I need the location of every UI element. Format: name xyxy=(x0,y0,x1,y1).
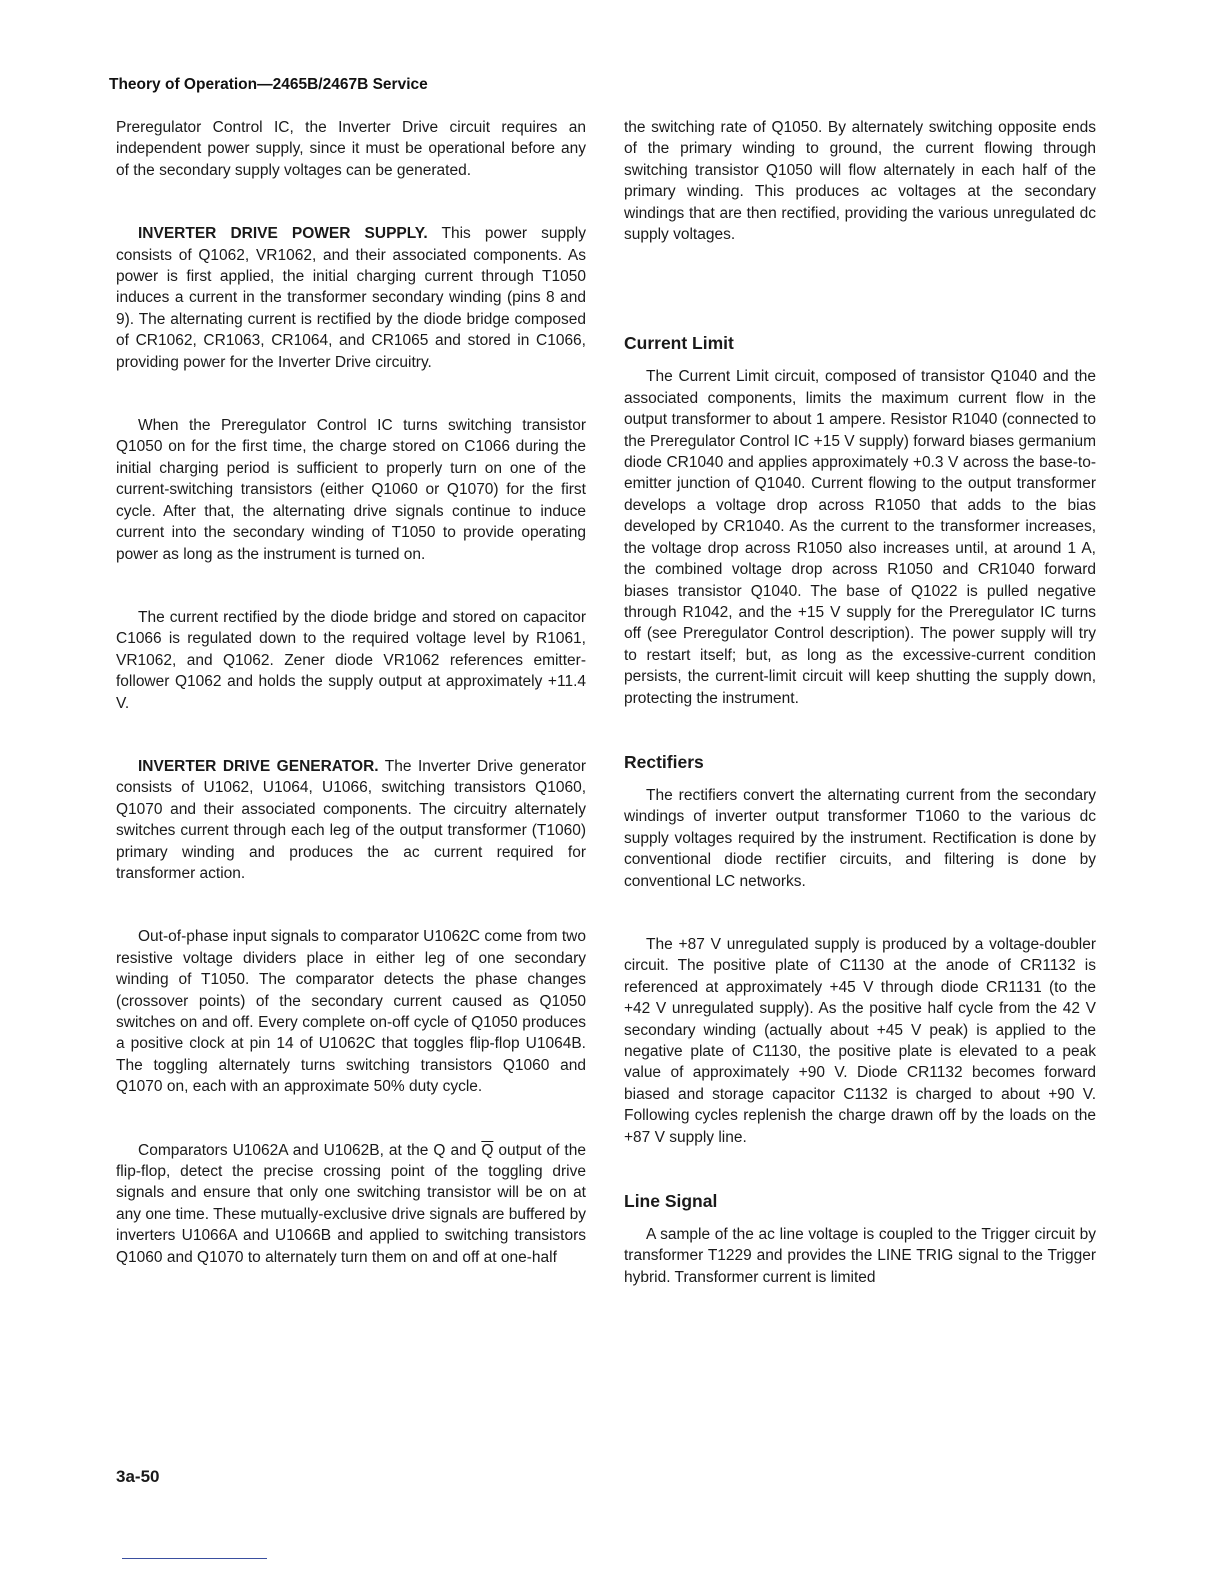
paragraph-comparator: Out-of-phase input signals to comparator U1062C come from two resistive voltage dividers place in either leg of one secondary winding of T1050. The comparator detects the phase changes (crossover points) of the secondary current caused as Q1050 switches on and off. Every complete on-off cycle of Q1050 produces a positive clock at pin 14 of U1062C that toggles flip-flop U1064B. The toggling alternately turns switching transistors Q1060 and Q1070 on, each with an approximate 50% duty cycle. xyxy=(116,928,586,1096)
paragraph-line-signal: A sample of the ac line voltage is coupled to the Trigger circuit by transformer T1229 and provides the LINE TRIG signal to the Trigger hybrid. Transformer current is limited xyxy=(624,1226,1096,1286)
paragraph-rectifiers: The rectifiers convert the alternating current from the secondary windings of inverter output transformer T1060 to the various dc supply voltages required by the instrument. Rectification is done by conventional diode rectifier circuits, and filtering is done by conventional LC networks. xyxy=(624,786,1096,890)
q-bar-symbol: $\overline{Q}$ xyxy=(481,1141,494,1159)
comparators-text-before: Comparators U1062A and U1062B, at the Q and xyxy=(138,1141,482,1159)
paragraph-inverter-drive-generator xyxy=(116,756,586,884)
paragraph-comparators-flip-flop xyxy=(116,1140,586,1268)
left-column xyxy=(116,117,586,1268)
comparators-text-after: output of the flip-flop, detect the precise crossing point of the toggling drive signals and ensure that only one switching transistor will be on at any one time. These mutually-exclusive drive signals are buffered by inverters U1066A and U1066B and applied to switching transistors Q1060 and Q1070 to alternately turn them on and off at one-half xyxy=(116,1141,586,1266)
page-header-title: Theory of Operation—2465B/2467B Service xyxy=(109,76,428,93)
heading-line-signal: Line Signal xyxy=(624,1191,718,1212)
heading-rectifiers: Rectifiers xyxy=(624,751,704,772)
inverter-drive-generator-lead: INVERTER DRIVE GENERATOR. xyxy=(138,757,379,775)
paragraph-current-limit: The Current Limit circuit, composed of transistor Q1040 and the associated components, limits the maximum current flow in the output transformer to about 1 ampere. Resistor R1040 (connected to the Preregulator Control IC +15 V supply) forward biases germanium diode CR1040 and applies approximately +0.3 V across the base-to-emitter junction of Q1040. Current flowing to the output transformer develops a voltage drop across R1050 that adds to the bias developed by CR1040. As the current to the transformer increases, the voltage drop across R1050 also increases until, at around 1 A, the combined voltage drop across R1050 and CR1040 forward biases transistor Q1040. The base of Q1022 is pulled negative through R1042, and the +15 V supply for the Preregulator IC turns off (see Preregulator Control description). The power supply will try to restart itself; but, as long as the excessive-current condition persists, the current-limit circuit will keep shutting the supply down, protecting the instrument. xyxy=(624,368,1096,707)
paragraph-inverter-drive-power-supply xyxy=(116,223,586,373)
page-number: 3a-50 xyxy=(116,1467,160,1486)
footer-divider xyxy=(122,1558,267,1559)
inverter-drive-power-supply-lead: INVERTER DRIVE POWER SUPPLY. xyxy=(138,225,428,243)
paragraph-first-switching: When the Preregulator Control IC turns switching transistor Q1050 on for the first time, the charge stored on C1066 during the initial charging period is sufficient to properly turn on one of the current-switching transistors (either Q1060 or Q1070) for the first cycle. After that, the alternating drive signals continue to induce current into the secondary winding of T1050 to provide operating power as long as the instrument is turned on. xyxy=(116,417,586,563)
right-column xyxy=(624,117,1096,1288)
inverter-drive-generator-text: The Inverter Drive generator consists of U1062, U1064, U1066, switching transistors Q1060, Q1070 and their associated components. The circuitry alternately switches current through each leg of the output transformer (T1060) primary winding and produces the ac current required for transformer action. xyxy=(116,757,586,882)
paragraph-switching-rate: the switching rate of Q1050. By alternately switching opposite ends of the primary winding to ground, the current flowing through switching transistor Q1050 will flow alternately in each half of the primary winding. This produces ac voltages at the secondary windings that are then rectified, providing the various unregulated dc supply voltages. xyxy=(624,119,1096,244)
paragraph-regulation: The current rectified by the diode bridge and stored on capacitor C1066 is regulated down to the required voltage level by R1061, VR1062, and Q1062. Zener diode VR1062 references emitter-follower Q1062 and holds the supply output at approximately +11.4 V. xyxy=(116,608,586,712)
paragraph-plus87v-supply: The +87 V unregulated supply is produced by a voltage-doubler circuit. The positive plate of C1130 at the anode of CR1132 is referenced at approximately +45 V through diode CR1131 (to the +42 V unregulated supply). As the positive half cycle from the 42 V secondary winding (actually about +45 V peak) is applied to the negative plate of C1130, the positive plate is elevated to a peak value of approximately +90 V. Diode CR1132 becomes forward biased and storage capacitor C1132 is charged to about +90 V. Following cycles replenish the charge drawn off by the loads on the +87 V supply line. xyxy=(624,935,1096,1146)
inverter-drive-power-supply-text: This power supply consists of Q1062, VR1062, and their associated components. As power is first applied, the initial charging current through T1050 induces a current in the transformer secondary winding (pins 8 and 9). The alternating current is rectified by the diode bridge composed of CR1062, CR1063, CR1064, and CR1065 and stored in C1066, providing power for the Inverter Drive circuitry. xyxy=(116,225,586,371)
paragraph-preregulator-intro: Preregulator Control IC, the Inverter Drive circuit requires an independent power supply, since it must be operational before any of the secondary supply voltages can be generated. xyxy=(116,119,586,179)
heading-current-limit: Current Limit xyxy=(624,333,734,354)
